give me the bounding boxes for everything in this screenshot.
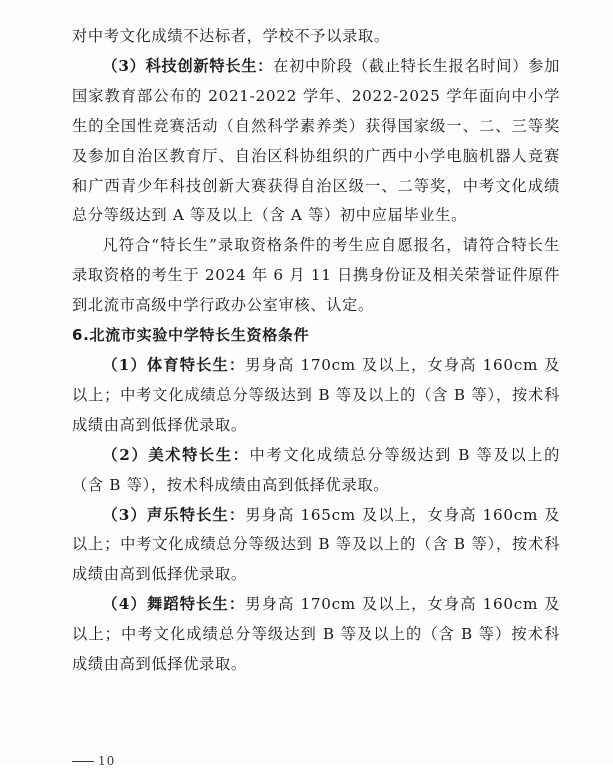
paragraph-dance [72, 590, 560, 680]
paragraph-sports [72, 351, 560, 441]
item-label: （1）体育特长生： [102, 355, 246, 374]
paragraph-text: 男身高 170cm 及以上，女身高 160cm 及以上；中考文化成绩总分等级达到 B 等及以上的（含 B 等）按术科成绩由高到低择优录取。 [72, 595, 560, 674]
item-label: （3）科技创新特长生： [102, 56, 274, 75]
document-body [72, 22, 560, 680]
item-label: （2）美术特长生： [102, 445, 250, 464]
page-number: 10 [72, 754, 115, 768]
paragraph-registration [72, 231, 560, 321]
paragraph-text: 中考文化成绩总分等级达到 B 等及以上的（含 B 等），按术科成绩由高到低择优录取。 [72, 445, 560, 494]
item-label: （4）舞蹈特长生： [102, 595, 246, 614]
paragraph-intro-tail [72, 22, 560, 52]
paragraph-text: 男身高 170cm 及以上，女身高 160cm 及以上；中考文化成绩总分等级达到 B 等及以上的（含 B 等），按术科成绩由高到低择优录取。 [72, 355, 560, 434]
paragraph-tech-innovation [72, 52, 560, 231]
paragraph-text: 男身高 165cm 及以上，女身高 160cm 及以上；中考文化成绩总分等级达到 B 等及以上的（含 B 等），按术科成绩由高到低择优录取。 [72, 505, 560, 584]
section-heading: 6.北流市实验中学特长生资格条件 [72, 326, 310, 345]
paragraph-vocal-music [72, 501, 560, 591]
paragraph-text: 在初中阶段（截止特长生报名时间）参加国家教育部公布的 2021-2022 学年、2022-2025 学年面向中小学生的全国性竞赛活动（自然科学素养类）获得国家级一、二、三等奖及参加自治区教育厅、自治区科协组织的广西中小学电脑机器人竞赛和广西青少年科技创新大赛获得自治区级一、二等奖，中考文化成绩总分等级达到 A 等及以上（含 A 等）初中应届毕业生。 [72, 56, 560, 225]
paragraph-text: 凡符合“特长生”录取资格条件的考生应自愿报名，请符合特长生录取资格的考生于 2024 年 6 月 11 日携身份证及相关荣誉证件原件到北流市高级中学行政办公室审核、认定。 [72, 236, 560, 315]
paragraph-text: 对中考文化成绩不达标者，学校不予以录取。 [72, 27, 390, 45]
paragraph-art [72, 441, 560, 501]
item-label: （3）声乐特长生： [102, 505, 246, 524]
